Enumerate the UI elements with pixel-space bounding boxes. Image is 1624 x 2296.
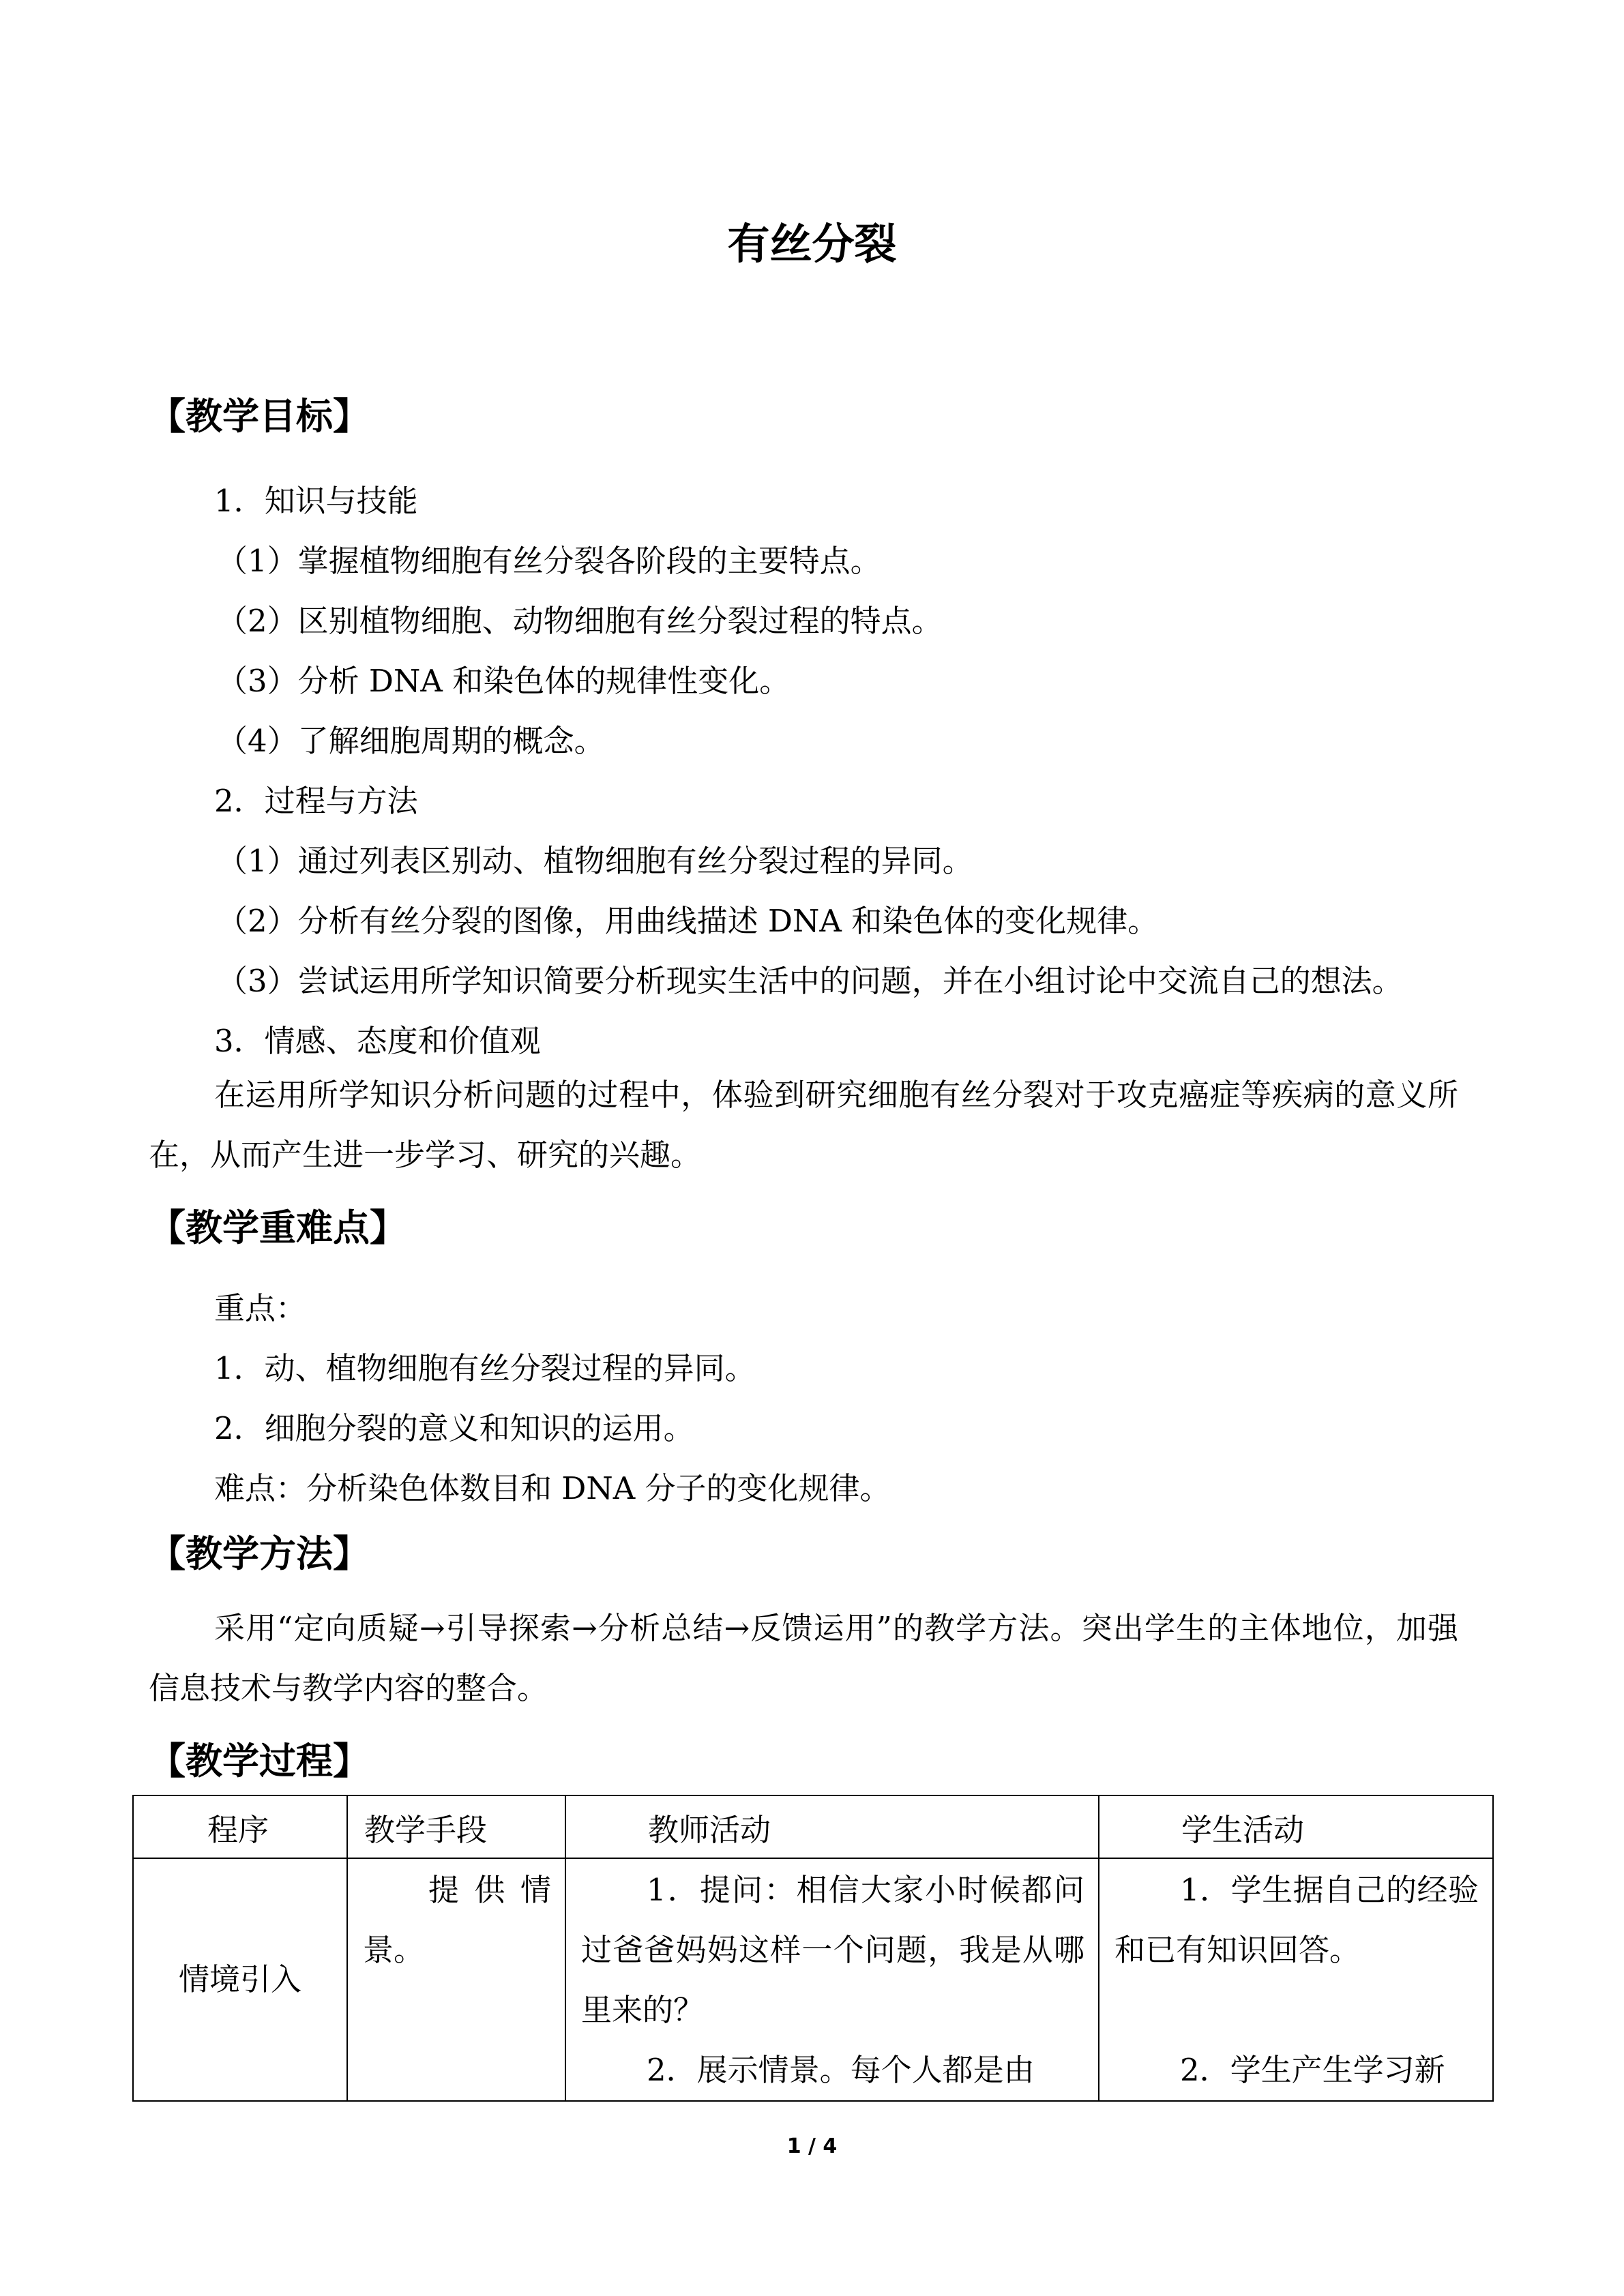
- means-text: 提供情景。: [363, 1872, 551, 1968]
- document-title: 有丝分裂: [727, 219, 897, 269]
- key-point-item: 1．动、植物细胞有丝分裂过程的异同。: [214, 1350, 756, 1386]
- objective-item: （4）了解细胞周期的概念。: [217, 723, 605, 759]
- column-header: 学生活动: [1099, 1795, 1493, 1858]
- key-point-item: 2．细胞分裂的意义和知识的运用。: [214, 1410, 694, 1446]
- objective-item: （3）尝试运用所学知识简要分析现实生活中的问题，并在小组讨论中交流自己的想法。: [217, 963, 1403, 999]
- page-number: 1 / 4: [786, 2134, 838, 2158]
- student-activity-item: 1．学生据自己的经验和已有知识回答。: [1114, 1872, 1479, 1968]
- section-heading-key-points: 【教学重难点】: [149, 1206, 407, 1249]
- methods-paragraph: 采用“定向质疑→引导探索→分析总结→反馈运用”的教学方法。突出学生的主体地位，加强信息技术与教学内容的整合。: [149, 1610, 1458, 1706]
- column-header: 程序: [133, 1795, 347, 1858]
- key-points-label: 重点：: [214, 1290, 307, 1326]
- difficulty-text: 难点：分析染色体数目和 DNA 分子的变化规律。: [214, 1470, 891, 1506]
- table-cell-teacher: [565, 1858, 1099, 2101]
- stage-text: 情境引入: [178, 1961, 301, 1997]
- table-cell-means: [347, 1858, 565, 2101]
- section-heading-process: 【教学过程】: [149, 1740, 370, 1783]
- objective-subheading-knowledge: 1．知识与技能: [214, 483, 418, 519]
- process-table: [132, 1795, 1494, 2102]
- objective-item: （1）掌握植物细胞有丝分裂各阶段的主要特点。: [217, 543, 881, 579]
- objective-item: （3）分析 DNA 和染色体的规律性变化。: [217, 663, 791, 699]
- objective-item: （2）区别植物细胞、动物细胞有丝分裂过程的特点。: [217, 603, 943, 639]
- table-cell-student: [1099, 1858, 1493, 2101]
- attitude-paragraph: 在运用所学知识分析问题的过程中，体验到研究细胞有丝分裂对于攻克癌症等疾病的意义所在，从而产生进一步学习、研究的兴趣。: [149, 1077, 1458, 1173]
- objective-item: （2）分析有丝分裂的图像，用曲线描述 DNA 和染色体的变化规律。: [217, 903, 1159, 939]
- table-header-row: [133, 1795, 1493, 1858]
- table-cell-stage: [133, 1858, 347, 2101]
- section-heading-objectives: 【教学目标】: [149, 395, 370, 438]
- column-header: 教师活动: [565, 1795, 1099, 1858]
- objective-subheading-attitude: 3．情感、态度和价值观: [214, 1023, 541, 1059]
- section-heading-methods: 【教学方法】: [149, 1532, 370, 1575]
- student-activity-item: 2．学生产生学习新: [1180, 2052, 1445, 2088]
- objective-subheading-process: 2．过程与方法: [214, 783, 418, 819]
- objective-item: （1）通过列表区别动、植物细胞有丝分裂过程的异同。: [217, 843, 973, 879]
- teacher-activity-item: 1．提问：相信大家小时候都问过爸爸妈妈这样一个问题，我是从哪里来的？: [581, 1872, 1084, 2028]
- table-row: [133, 1858, 1493, 2101]
- teacher-activity-item: 2．展示情景。每个人都是由: [647, 2052, 1035, 2088]
- column-header: 教学手段: [347, 1795, 565, 1858]
